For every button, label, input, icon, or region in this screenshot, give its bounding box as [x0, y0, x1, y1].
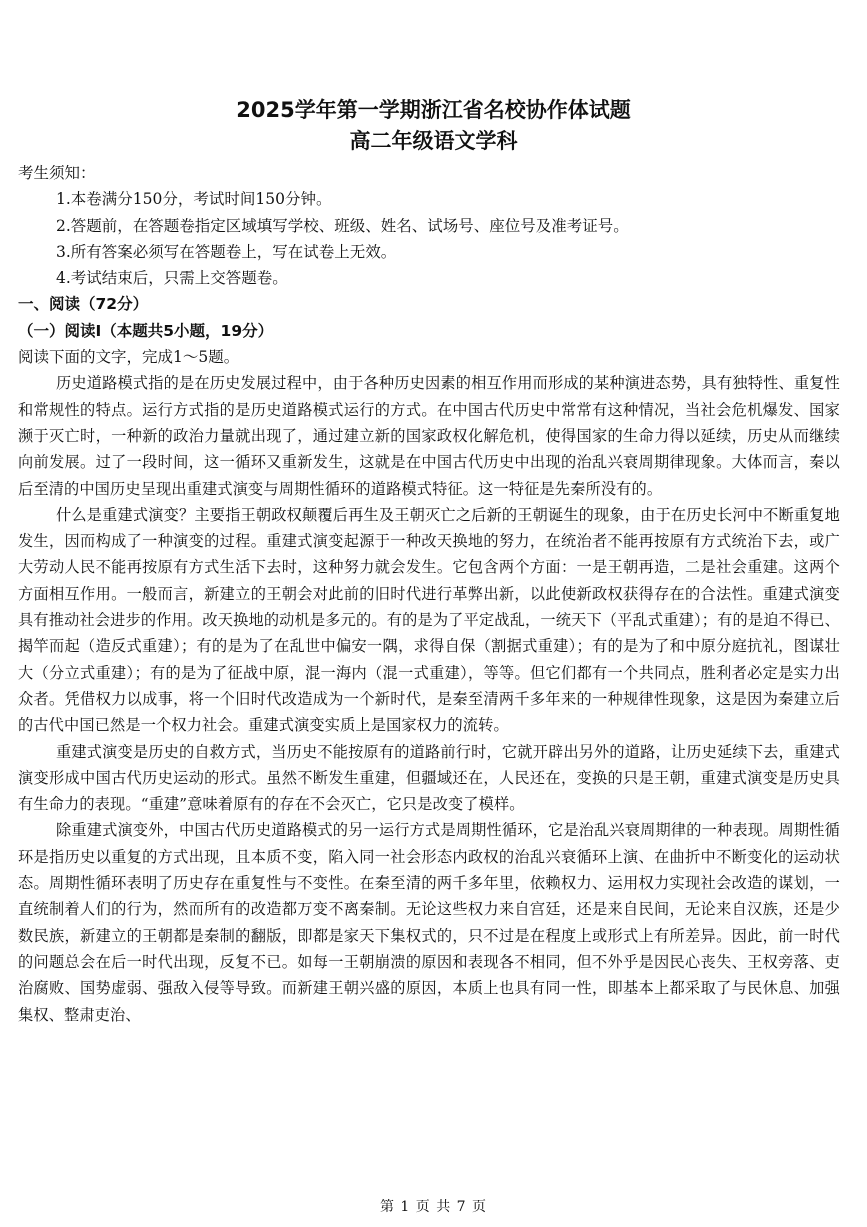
notice-heading: 考生须知：: [18, 164, 96, 182]
exam-content: [18, 160, 840, 1028]
passage-paragraph: 重建式演变是历史的自救方式，当历史不能按原有的道路前行时，它就开辟出另外的道路，让历史延续下去，重建式演变形成中国古代历史运动的形式。虽然不断发生重建，但疆域还在，人民还在，变换的只是王朝，重建式演变是历史具有生命力的表现。“重建”意味着原有的存在不会灭亡，它只是改变了模样。: [18, 742, 840, 814]
passage-paragraph: 历史道路模式指的是在历史发展过程中，由于各种历史因素的相互作用而形成的某种演进态势，具有独特性、重复性和常规性的特点。运行方式指的是历史道路模式运行的方式。在中国古代历史中常常有这种情况，当社会危机爆发、国家濒于灭亡时，一种新的政治力量就出现了，通过建立新的国家政权化解危机，使得国家的生命力得以延续，历史从而继续向前发展。过了一段时间，这一循环又重新发生，这就是在中国古代历史中出现的治乱兴衰周期律现象。大体而言，秦以后至清的中国历史呈现出重建式演变与周期性循环的道路模式特征。这一特征是先秦所没有的。: [18, 374, 840, 498]
part-heading: 一、阅读（72分）: [18, 295, 149, 314]
reading-instruction: 阅读下面的文字，完成1～5题。: [18, 348, 240, 367]
page-number: 第 1 页 共 7 页: [379, 1199, 488, 1215]
passage-paragraph: 除重建式演变外，中国古代历史道路模式的另一运行方式是周期性循环，它是治乱兴衰周期律的一种表现。周期性循环是指历史以重复的方式出现，且本质不变，陷入同一社会形态内政权的治乱兴衰循环上演、在曲折中不断变化的运动状态。周期性循环表明了历史存在重复性与不变性。在秦至清的两千多年里，依赖权力、运用权力实现社会改造的谋划，一直统制着人们的行为，然而所有的改造都万变不离秦制。无论这些权力来自宫廷，还是来自民间，无论来自汉族，还是少数民族，新建立的王朝都是秦制的翻版，即都是家天下集权式的，只不过是在程度上或形式上有所差异。因此，前一时代的问题总会在后一时代出现，反复不已。如每一王朝崩溃的原因和表现各不相同，但不外乎是因民心丧失、王权旁落、吏治腐败、国势虚弱、强敌入侵等导致。而新建王朝兴盛的原因，本质上也具有同一性，即基本上都采取了与民休息、加强集权、整肃吏治、: [18, 821, 840, 1024]
exam-title: 2025学年第一学期浙江省名校协作体试题: [236, 98, 631, 122]
notice-item: 3.所有答案必须写在答题卷上，写在试卷上无效。: [56, 242, 397, 261]
passage-paragraph: 什么是重建式演变？主要指王朝政权颠覆后再生及王朝灭亡之后新的王朝诞生的现象，由于在历史长河中不断重复地发生，因而构成了一种演变的过程。重建式演变起源于一种改天换地的努力，在统治者不能再按原有方式统治下去，或广大劳动人民不能再按原有方式生活下去时，这种努力就会发生。它包含两个方面：一是王朝再造，二是社会重建。这两个方面相互作用。一般而言，新建立的王朝会对此前的旧时代进行革弊出新，以此使新政权获得存在的合法性。重建式演变具有推动社会进步的作用。改天换地的动机是多元的。有的是为了平定战乱，一统天下（平乱式重建）；有的是迫不得已、揭竿而起（造反式重建）；有的是为了在乱世中偏安一隅，求得自保（割据式重建）；有的是为了和中原分庭抗礼，图谋壮大（分立式重建）；有的是为了征战中原，混一海内（混一式重建），等等。但它们都有一个共同点，胜利者必定是实力出众者。凭借权力以成事，将一个旧时代改造成为一个新时代，是秦至清两千多年来的一种规律性现象，这是因为秦建立后的古代中国已然是一个权力社会。重建式演变实质上是国家权力的流转。: [18, 505, 840, 735]
notice-item: 4.考试结束后，只需上交答题卷。: [56, 269, 288, 288]
exam-subtitle: 高二年级语文学科: [349, 129, 518, 153]
sub-heading: （一）阅读Ⅰ（本题共5小题，19分）: [18, 321, 274, 340]
notice-item: 2.答题前，在答题卷指定区域填写学校、班级、姓名、试场号、座位号及准考证号。: [56, 216, 629, 235]
notice-item: 1.本卷满分150分，考试时间150分钟。: [56, 190, 332, 209]
